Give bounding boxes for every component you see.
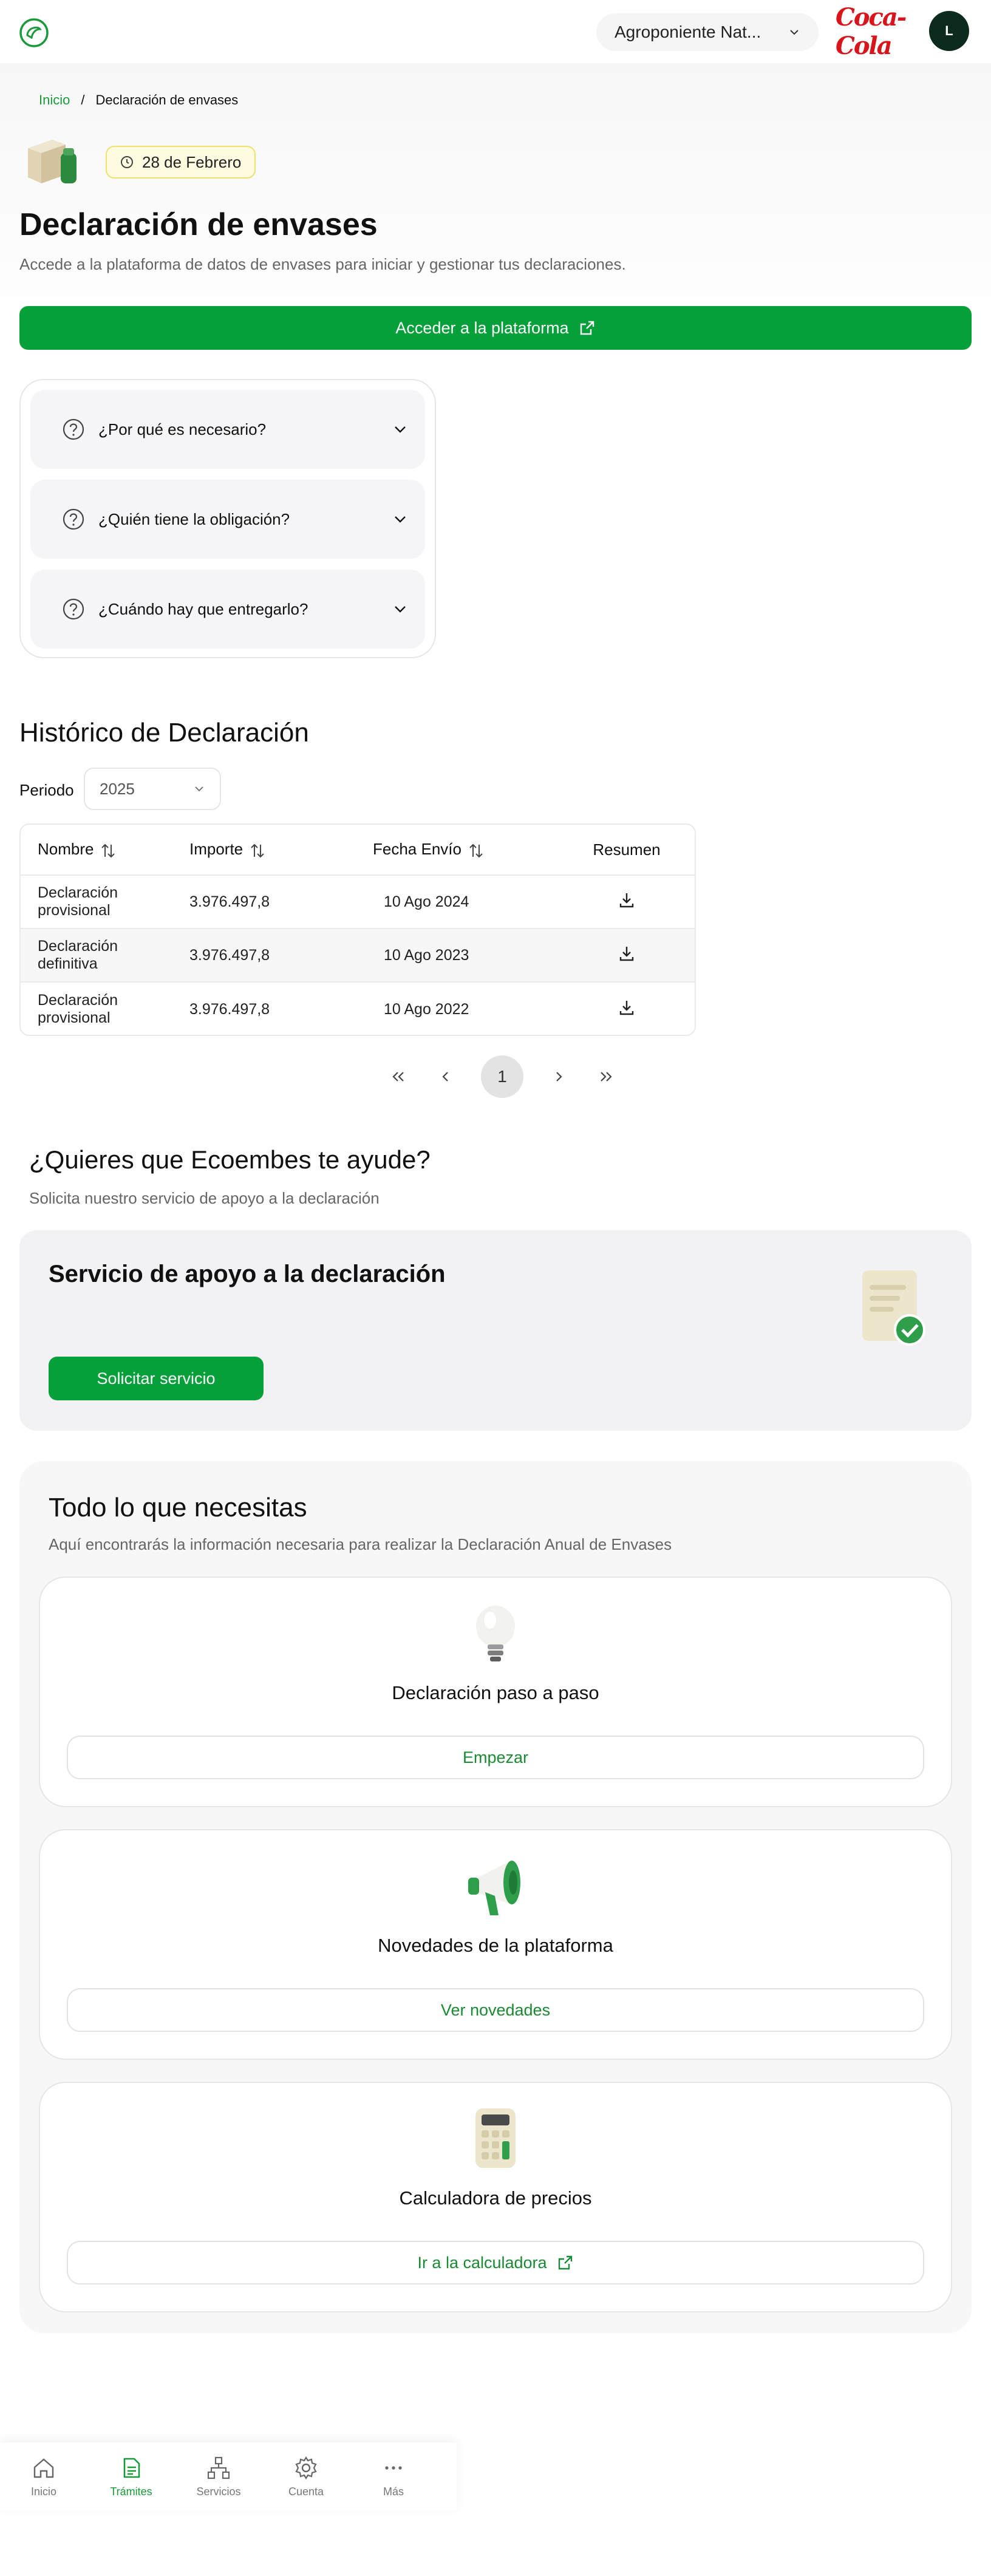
external-link-icon [579, 319, 596, 336]
cell-name [21, 938, 189, 973]
pagination [386, 1055, 618, 1098]
company-name: Agroponiente Nat... [615, 22, 761, 41]
chevrons-right-icon [597, 1068, 615, 1086]
name-line: definitiva [38, 955, 98, 972]
cell-name [21, 884, 189, 919]
period-select[interactable] [84, 768, 221, 810]
view-news-button[interactable] [67, 1988, 924, 2032]
cell-date: 10 Ago 2024 [384, 893, 469, 910]
ecoembes-logo-icon[interactable] [18, 17, 50, 49]
start-button[interactable] [67, 1736, 924, 1779]
download-button[interactable] [560, 944, 693, 967]
faq-item-who[interactable] [30, 480, 425, 559]
chevron-right-icon [550, 1068, 568, 1086]
question-icon [62, 418, 85, 441]
history-table [19, 823, 696, 1036]
faq-question: ¿Quién tiene la obligación? [98, 509, 290, 528]
faq-question: ¿Por qué es necesario? [98, 420, 267, 438]
name-line: provisional [38, 902, 111, 919]
more-icon [381, 2455, 406, 2481]
download-icon [618, 944, 636, 963]
last-page-button[interactable] [594, 1065, 618, 1089]
sort-icon [468, 842, 485, 859]
nav-label: Servicios [196, 2485, 241, 2498]
column-header-amount[interactable] [189, 840, 373, 859]
name-line: Declaración [38, 938, 118, 955]
download-button[interactable] [560, 998, 693, 1021]
page-title: Declaración de envases [19, 207, 378, 242]
service-title: Servicio de apoyo a la declaración [49, 1261, 446, 1287]
breadcrumb-current: Declaración de envases [95, 92, 239, 107]
name-line: Declaración [38, 884, 118, 901]
nav-label: Trámites [110, 2485, 152, 2498]
package-box-icon [23, 135, 81, 187]
table-row [21, 983, 695, 1036]
name-line: provisional [38, 1009, 111, 1026]
nav-item-more[interactable] [350, 2442, 437, 2510]
network-icon [206, 2455, 231, 2481]
calculator-button-label: Ir a la calculadora [417, 2253, 547, 2272]
column-label: Fecha Envío [373, 840, 461, 859]
megaphone-icon [462, 1852, 529, 1919]
nav-item-home[interactable] [0, 2442, 87, 2510]
nav-label: Más [383, 2485, 404, 2498]
resource-label: Declaración paso a paso [392, 1682, 599, 1703]
document-check-icon [857, 1267, 928, 1349]
cell-amount: 3.976.497,8 [189, 1000, 270, 1018]
period-value: 2025 [100, 779, 135, 798]
prev-page-button[interactable] [434, 1065, 458, 1089]
chevron-down-icon [392, 601, 408, 617]
name-line: Declaración [38, 992, 118, 1009]
table-header [21, 825, 695, 876]
chevron-down-icon [788, 26, 800, 38]
nav-label: Cuenta [288, 2485, 324, 2498]
chevron-left-icon [437, 1068, 455, 1086]
deadline-badge [106, 146, 256, 179]
table-row [21, 876, 695, 929]
bottom-navigation [0, 2442, 457, 2510]
resource-label: Calculadora de precios [399, 2187, 592, 2209]
chevron-down-icon [392, 421, 408, 437]
question-icon [62, 508, 85, 531]
resources-subtitle: Aquí encontrarás la información necesaria para realizar la Declaración Anual de Envases [49, 1535, 672, 1553]
sort-icon [249, 842, 266, 859]
calculator-button[interactable] [67, 2241, 924, 2285]
gear-icon [293, 2455, 319, 2481]
clock-icon [120, 155, 134, 169]
current-page[interactable]: 1 [481, 1055, 523, 1098]
column-header-summary: Resumen [593, 840, 661, 859]
breadcrumb [39, 92, 238, 108]
nav-item-tramites[interactable] [87, 2442, 175, 2510]
external-link-icon [557, 2254, 574, 2271]
faq-panel [19, 379, 436, 658]
page-subtitle: Accede a la plataforma de datos de envases para iniciar y gestionar tus declaraciones. [19, 255, 626, 273]
resource-label: Novedades de la plataforma [378, 1935, 613, 1956]
cell-amount: 3.976.497,8 [189, 893, 270, 910]
cell-date: 10 Ago 2022 [384, 1000, 469, 1018]
request-service-button[interactable]: Solicitar servicio [49, 1357, 264, 1400]
history-title: Histórico de Declaración [19, 718, 309, 748]
brand-logo: Coca-Cola [836, 3, 906, 60]
next-page-button[interactable] [547, 1065, 571, 1089]
first-page-button[interactable] [386, 1065, 410, 1089]
deadline-date: 28 de Febrero [142, 152, 242, 171]
chevron-down-icon [392, 511, 408, 527]
period-label: Periodo [19, 781, 74, 799]
sort-icon [100, 842, 117, 859]
nav-item-account[interactable] [262, 2442, 350, 2510]
faq-question: ¿Cuándo hay que entregarlo? [98, 599, 308, 618]
cell-name [21, 992, 189, 1027]
chevron-down-icon [193, 783, 205, 795]
resources-title: Todo lo que necesitas [49, 1493, 307, 1522]
faq-item-why[interactable] [30, 390, 425, 469]
download-icon [618, 891, 636, 909]
help-subtitle: Solicita nuestro servicio de apoyo a la declaración [29, 1189, 380, 1207]
faq-item-when[interactable] [30, 570, 425, 649]
view-news-label: Ver novedades [440, 2000, 551, 2019]
column-label: Nombre [38, 840, 94, 859]
calculator-icon [462, 2105, 529, 2172]
table-row [21, 929, 695, 983]
breadcrumb-separator: / [81, 92, 85, 107]
question-icon [62, 598, 85, 621]
nav-item-services[interactable] [175, 2442, 262, 2510]
start-button-label: Empezar [462, 1748, 529, 1767]
access-platform-button[interactable] [19, 306, 972, 350]
column-label: Importe [189, 840, 243, 859]
user-avatar[interactable]: L [929, 11, 969, 51]
cell-amount: 3.976.497,8 [189, 946, 270, 964]
company-selector[interactable] [596, 13, 819, 51]
help-title: ¿Quieres que Ecoembes te ayude? [29, 1145, 431, 1174]
breadcrumb-home-link[interactable]: Inicio [39, 92, 70, 107]
download-icon [618, 998, 636, 1017]
nav-label: Inicio [30, 2485, 57, 2498]
cell-date: 10 Ago 2023 [384, 946, 469, 964]
lightbulb-icon [462, 1600, 529, 1666]
document-icon [118, 2455, 144, 2481]
chevrons-left-icon [389, 1068, 407, 1086]
access-platform-label: Acceder a la plataforma [395, 318, 569, 337]
home-icon [31, 2455, 56, 2481]
column-header-date[interactable] [373, 840, 560, 859]
column-header-name[interactable] [21, 840, 189, 859]
download-button[interactable] [560, 891, 693, 913]
